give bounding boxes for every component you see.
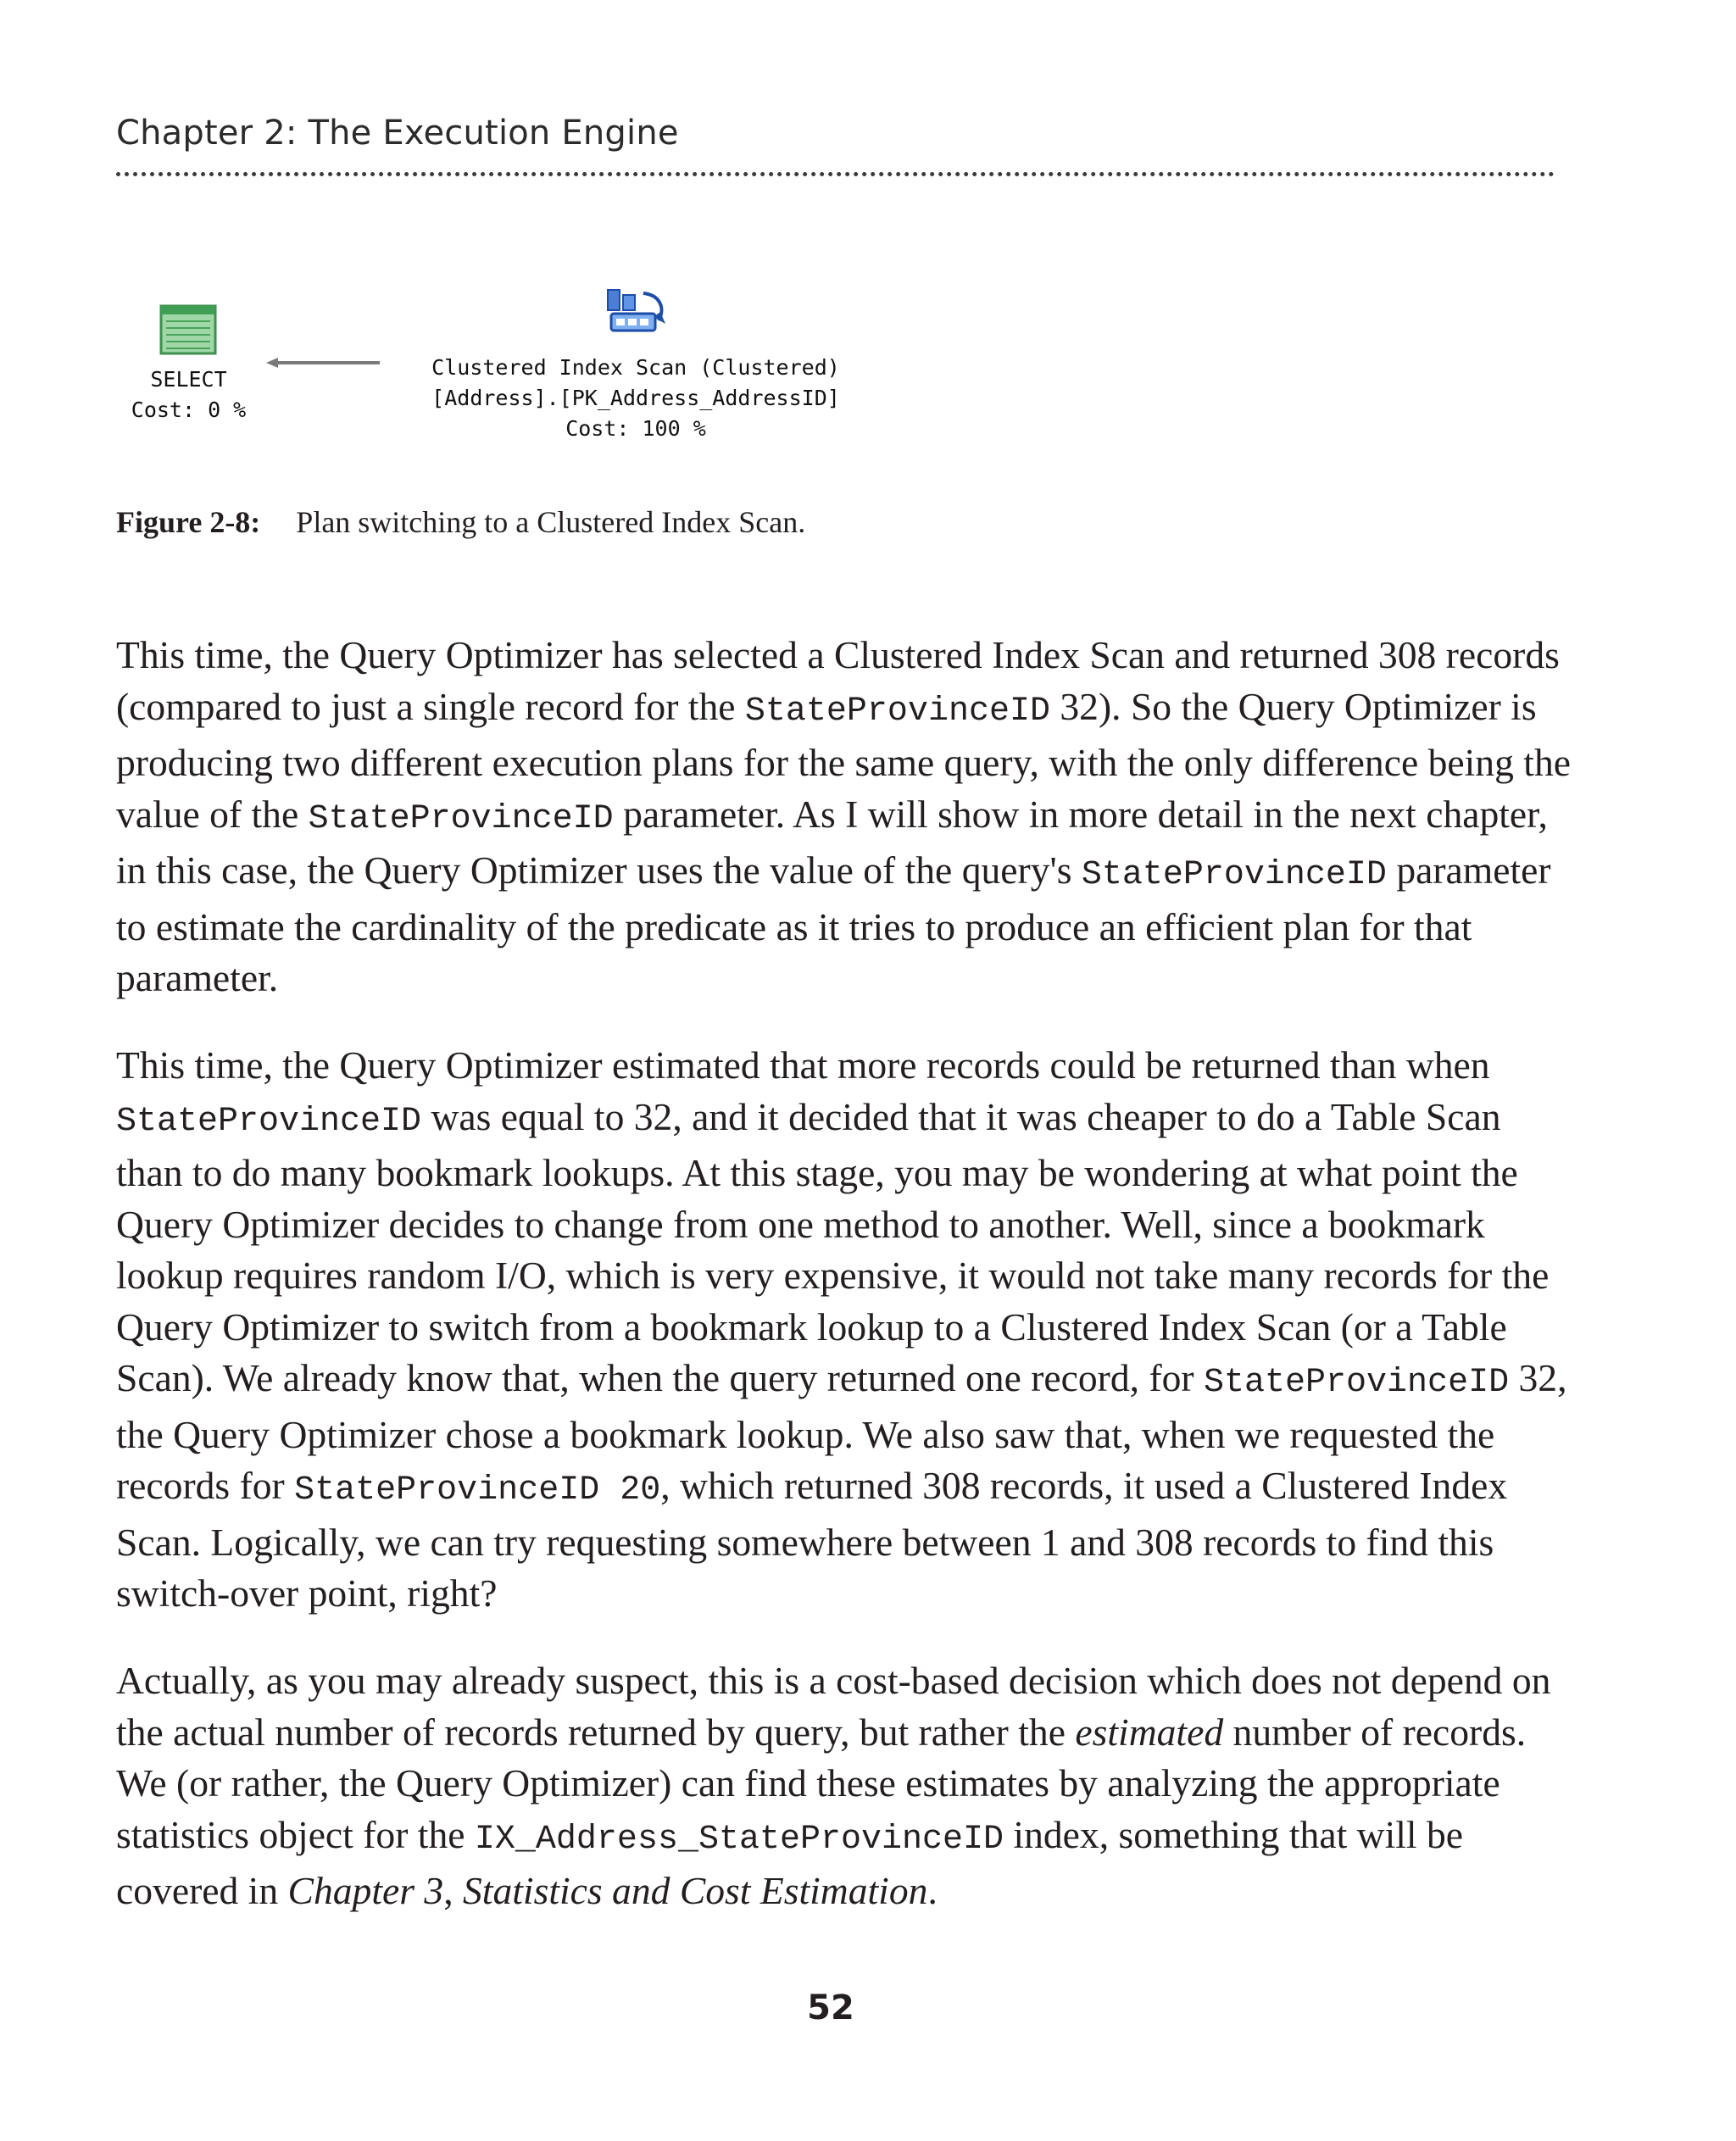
text-run: parameter. As I will show in more detail in the next chapter, in this case, the Query Optimizer uses the value of the query's <box>116 792 1548 892</box>
select-node-label: SELECT <box>150 367 227 392</box>
plan-flow-arrow <box>266 357 380 369</box>
text-run: 32). So the Query Optimizer is producing two different execution plans for the same query, with the only difference being the value of the <box>116 684 1571 836</box>
scan-node-line2: [Address].[PK_Address_AddressID] <box>431 386 840 410</box>
text-run: , which returned 308 records, it used a Clustered Index Scan. Logically, we can try requesting somewhere between 1 and 308 records to find this switch-over point, right? <box>116 1464 1508 1615</box>
paragraph-2 <box>116 1040 1574 1620</box>
text-run: 32, the Query Optimizer chose a bookmark lookup. We also saw that, when we requested the records for <box>116 1356 1567 1507</box>
code-run: StateProvinceID 20 <box>294 1471 661 1510</box>
italic-run: Statistics and Cost Estimation <box>463 1869 928 1912</box>
code-run: StateProvinceID <box>744 692 1050 731</box>
figure-caption-label: Figure 2-8: <box>116 505 261 539</box>
paragraph-3 <box>116 1655 1574 1917</box>
text-run: Actually, as you may already suspect, this is a cost-based decision which does not depend on the actual number of records returned by query, but rather the <box>116 1659 1551 1754</box>
scan-node-line1: Clustered Index Scan (Clustered) <box>431 355 840 380</box>
text-run: . <box>927 1869 938 1912</box>
text-run: , <box>443 1869 463 1912</box>
code-run: StateProvinceID <box>308 799 614 838</box>
text-run: index, something that will be covered in <box>116 1812 1463 1912</box>
clustered-index-scan-icon <box>604 286 669 344</box>
code-run: StateProvinceID <box>1081 856 1387 894</box>
paragraph-1 <box>116 630 1574 1004</box>
page-number: 52 <box>807 1988 854 2027</box>
code-run: StateProvinceID <box>116 1102 422 1141</box>
header-dotted-rule <box>116 172 1555 176</box>
text-run: was equal to 32, and it decided that it was cheaper to do a Table Scan than to do many bookmark lookups. At this stage, you may be wondering at what point the Query Optimizer decides to change from one method to another. Well, since a bookmark lookup requires random I/O, which is very expensive, it would not take many records for the Query Optimizer to switch from a bookmark lookup to a Clustered Index Scan (or a Table Scan). We already know that, when the query returned one record, for <box>116 1094 1550 1399</box>
text-run: number of records. We (or rather, the Query Optimizer) can find these estimates by analyzing the appropriate statistics object for the <box>116 1710 1527 1856</box>
italic-run: estimated <box>1075 1710 1224 1754</box>
italic-run: Chapter 3 <box>287 1869 444 1912</box>
select-node-cost: Cost: 0 % <box>131 398 247 422</box>
text-run: This time, the Query Optimizer has selected a Clustered Index Scan and returned 308 records (compared to just a single record for the <box>116 633 1560 728</box>
scan-node-cost: Cost: 100 % <box>565 416 706 441</box>
select-table-icon <box>159 304 217 355</box>
code-run: IX_Address_StateProvinceID <box>474 1820 1004 1859</box>
code-run: StateProvinceID <box>1204 1364 1510 1402</box>
text-run: This time, the Query Optimizer estimated that more records could be returned than when <box>116 1043 1490 1087</box>
text-run: parameter to estimate the cardinality of the predicate as it tries to produce an efficient plan for that parameter. <box>116 848 1551 999</box>
running-head: Chapter 2: The Execution Engine <box>116 114 679 153</box>
figure-caption <box>116 504 805 540</box>
figure-caption-text: Plan switching to a Clustered Index Scan. <box>296 505 806 539</box>
